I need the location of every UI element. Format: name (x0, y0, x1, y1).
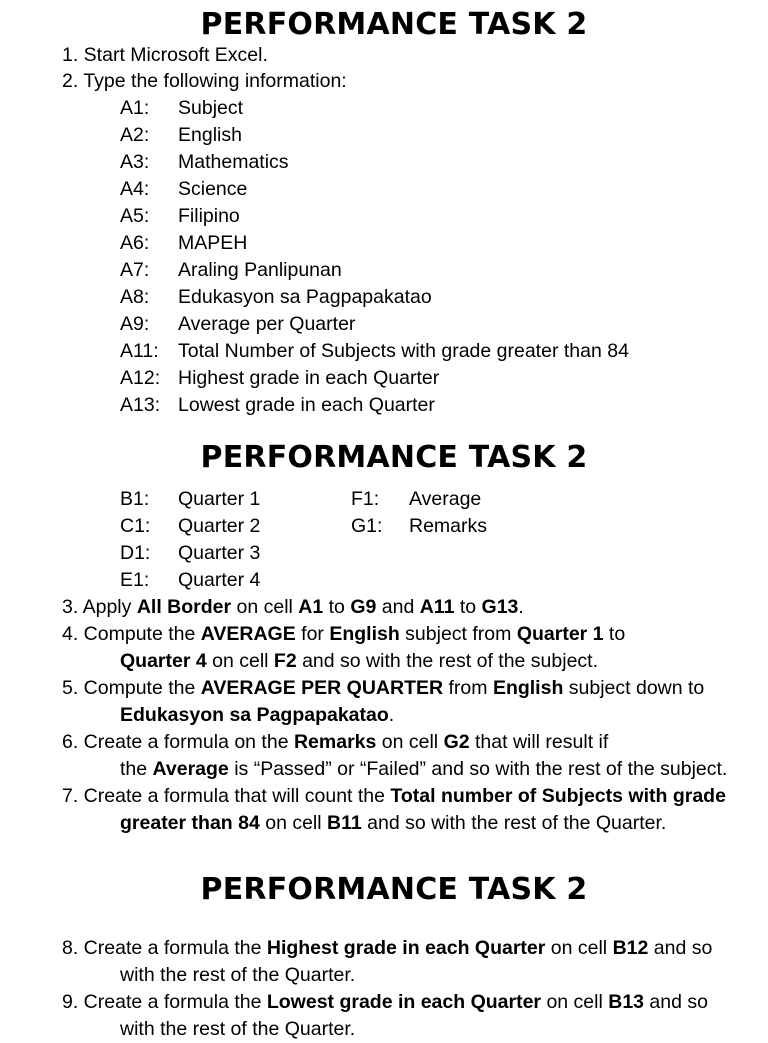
step-2: 2. Type the following information: (62, 70, 347, 92)
cell-value: Quarter 3 (178, 542, 261, 564)
cell-ref: A1: (120, 97, 150, 119)
cell-ref: A11: (120, 340, 159, 362)
cell-value: Lowest grade in each Quarter (178, 394, 435, 416)
section-title: PERFORMANCE TASK 2 (200, 872, 588, 907)
cell-ref: E1: (120, 569, 150, 591)
cell-ref: A6: (120, 232, 150, 254)
cell-value: Science (178, 178, 248, 200)
cell-value: Remarks (409, 515, 488, 537)
cell-value: Total Number of Subjects with grade greater than 84 (178, 340, 629, 362)
cell-value: Average (409, 488, 482, 510)
cell-ref: A5: (120, 205, 150, 227)
cell-value: MAPEH (178, 232, 248, 254)
step-8-cont: with the rest of the Quarter. (120, 964, 356, 986)
cell-ref: F1: (351, 488, 380, 510)
step-5: 5. Compute the AVERAGE PER QUARTER from English subject down to (62, 677, 705, 699)
cell-ref: A3: (120, 151, 150, 173)
page-title: PERFORMANCE TASK 2 (200, 7, 588, 42)
step-7: 7. Create a formula that will count the Total number of Subjects with grade (62, 785, 726, 807)
cell-value: Quarter 2 (178, 515, 261, 537)
cell-value: Average per Quarter (178, 313, 356, 335)
step-4: 4. Compute the AVERAGE for English subject from Quarter 1 to (62, 623, 626, 645)
cell-value: Subject (178, 97, 244, 119)
cell-value: Filipino (178, 205, 240, 227)
cell-ref: G1: (351, 515, 383, 537)
cell-ref: D1: (120, 542, 151, 564)
step-1: 1. Start Microsoft Excel. (62, 44, 268, 66)
step-3: 3. Apply All Border on cell A1 to G9 and A11 to G13. (62, 596, 524, 618)
step-6-cont: the Average is “Passed” or “Failed” and so with the rest of the subject. (120, 758, 728, 780)
cell-value: English (178, 124, 242, 146)
cell-value: Edukasyon sa Pagpapakatao (178, 286, 432, 308)
cell-ref: A13: (120, 394, 161, 416)
cell-ref: A4: (120, 178, 150, 200)
cell-value: Quarter 4 (178, 569, 261, 591)
step-9: 9. Create a formula the Lowest grade in each Quarter on cell B13 and so (62, 991, 708, 1013)
step-8: 8. Create a formula the Highest grade in each Quarter on cell B12 and so (62, 937, 713, 959)
cell-value: Quarter 1 (178, 488, 261, 510)
step-6: 6. Create a formula on the Remarks on cell G2 that will result if (62, 731, 609, 753)
cell-ref: A12: (120, 367, 161, 389)
cell-ref: A2: (120, 124, 150, 146)
cell-ref: B1: (120, 488, 150, 510)
section-title: PERFORMANCE TASK 2 (200, 440, 588, 475)
cell-ref: A8: (120, 286, 150, 308)
cell-value: Araling Panlipunan (178, 259, 342, 281)
step-7-cont: greater than 84 on cell B11 and so with the rest of the Quarter. (120, 812, 667, 834)
cell-value: Highest grade in each Quarter (178, 367, 440, 389)
step-5-cont: Edukasyon sa Pagpapakatao. (120, 704, 395, 726)
cell-value: Mathematics (178, 151, 289, 173)
cell-ref: A7: (120, 259, 150, 281)
step-4-cont: Quarter 4 on cell F2 and so with the rest of the subject. (120, 650, 599, 672)
cell-ref: C1: (120, 515, 151, 537)
cell-ref: A9: (120, 313, 150, 335)
step-9-cont: with the rest of the Quarter. (120, 1018, 356, 1040)
